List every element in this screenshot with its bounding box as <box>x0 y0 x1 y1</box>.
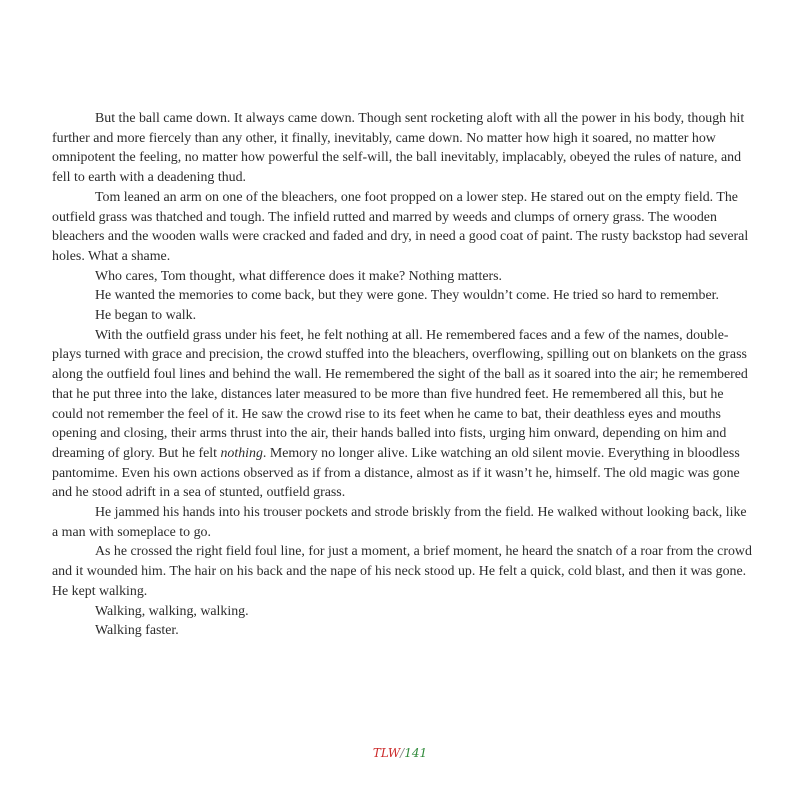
paragraph-3: Who cares, Tom thought, what difference does it make? Nothing matters. <box>95 268 503 284</box>
paragraph-7: He jammed his hands into his trouser pockets and strode briskly from the field. He walked without looking back, like a man with someplace to go. <box>52 505 747 540</box>
emphasized-word: nothing <box>220 445 263 461</box>
paragraph-10: Walking faster. <box>95 623 179 639</box>
paragraph-6-text-after: . Memory no longer alive. Like watching an old silent movie. Everything in bloodless pantomime. Even his own actions observed as if from a distance, almost as if it wasn’t he, himself. The old magic was gone and he stood adrift in a sea of stunted, outfield grass. <box>52 445 740 501</box>
paragraph-1: But the ball came down. It always came down. Though sent rocketing aloft with all the power in his body, though hit further and more fiercely than any other, it finally, inevitably, came down. No matter how high it soared, no matter how omnipotent the feeling, no matter how powerful the self-will, the ball inevitably, implacably, obeyed the rules of nature, and fell to earth with a deadening thud. <box>52 111 745 186</box>
page-body <box>52 109 752 641</box>
folio-page-number: 141 <box>404 746 428 760</box>
folio-initials: TLW <box>372 746 401 760</box>
folio-separator: / <box>400 746 405 760</box>
paragraph-5: He began to walk. <box>95 308 197 324</box>
page-folio <box>0 746 800 760</box>
paragraph-8: As he crossed the right field foul line, for just a moment, a brief moment, he heard the snatch of a roar from the crowd and it wounded him. The hair on his back and the nape of his neck stood up. He felt a quick, cold blast, and then it was gone. He kept walking. <box>52 544 752 599</box>
paragraph-4: He wanted the memories to come back, but they were gone. They wouldn’t come. He tried so hard to remember. <box>95 288 719 304</box>
paragraph-6-text-before: With the outfield grass under his feet, he felt nothing at all. He remembered faces and a few of the names, double-plays turned with grace and precision, the crowd stuffed into the bleachers, overflowing, spilling out on blankets on the grass along the outfield foul lines and behind the wall. He remembered the sight of the ball as it soared into the air; he remembered that he put three into the lake, distances later measured to be more than five hundred feet. He remembered all this, but he could not remember the feel of it. He saw the crowd rise to its feet when he came to bat, their deathless eyes and mouths opening and closing, their arms thrust into the air, their hands balled into fists, urging him onward, depending on him and dreaming of glory. But he felt <box>52 327 748 461</box>
paragraph-9: Walking, walking, walking. <box>95 603 249 619</box>
paragraph-2: Tom leaned an arm on one of the bleachers, one foot propped on a lower step. He stared out on the empty field. The outfield grass was thatched and tough. The infield rutted and marred by weeds and clumps of ornery grass. The wooden bleachers and the wooden walls were cracked and faded and dry, in need a good coat of paint. The rusty backstop had several holes. What a shame. <box>52 189 749 264</box>
paragraph-6 <box>52 326 752 503</box>
